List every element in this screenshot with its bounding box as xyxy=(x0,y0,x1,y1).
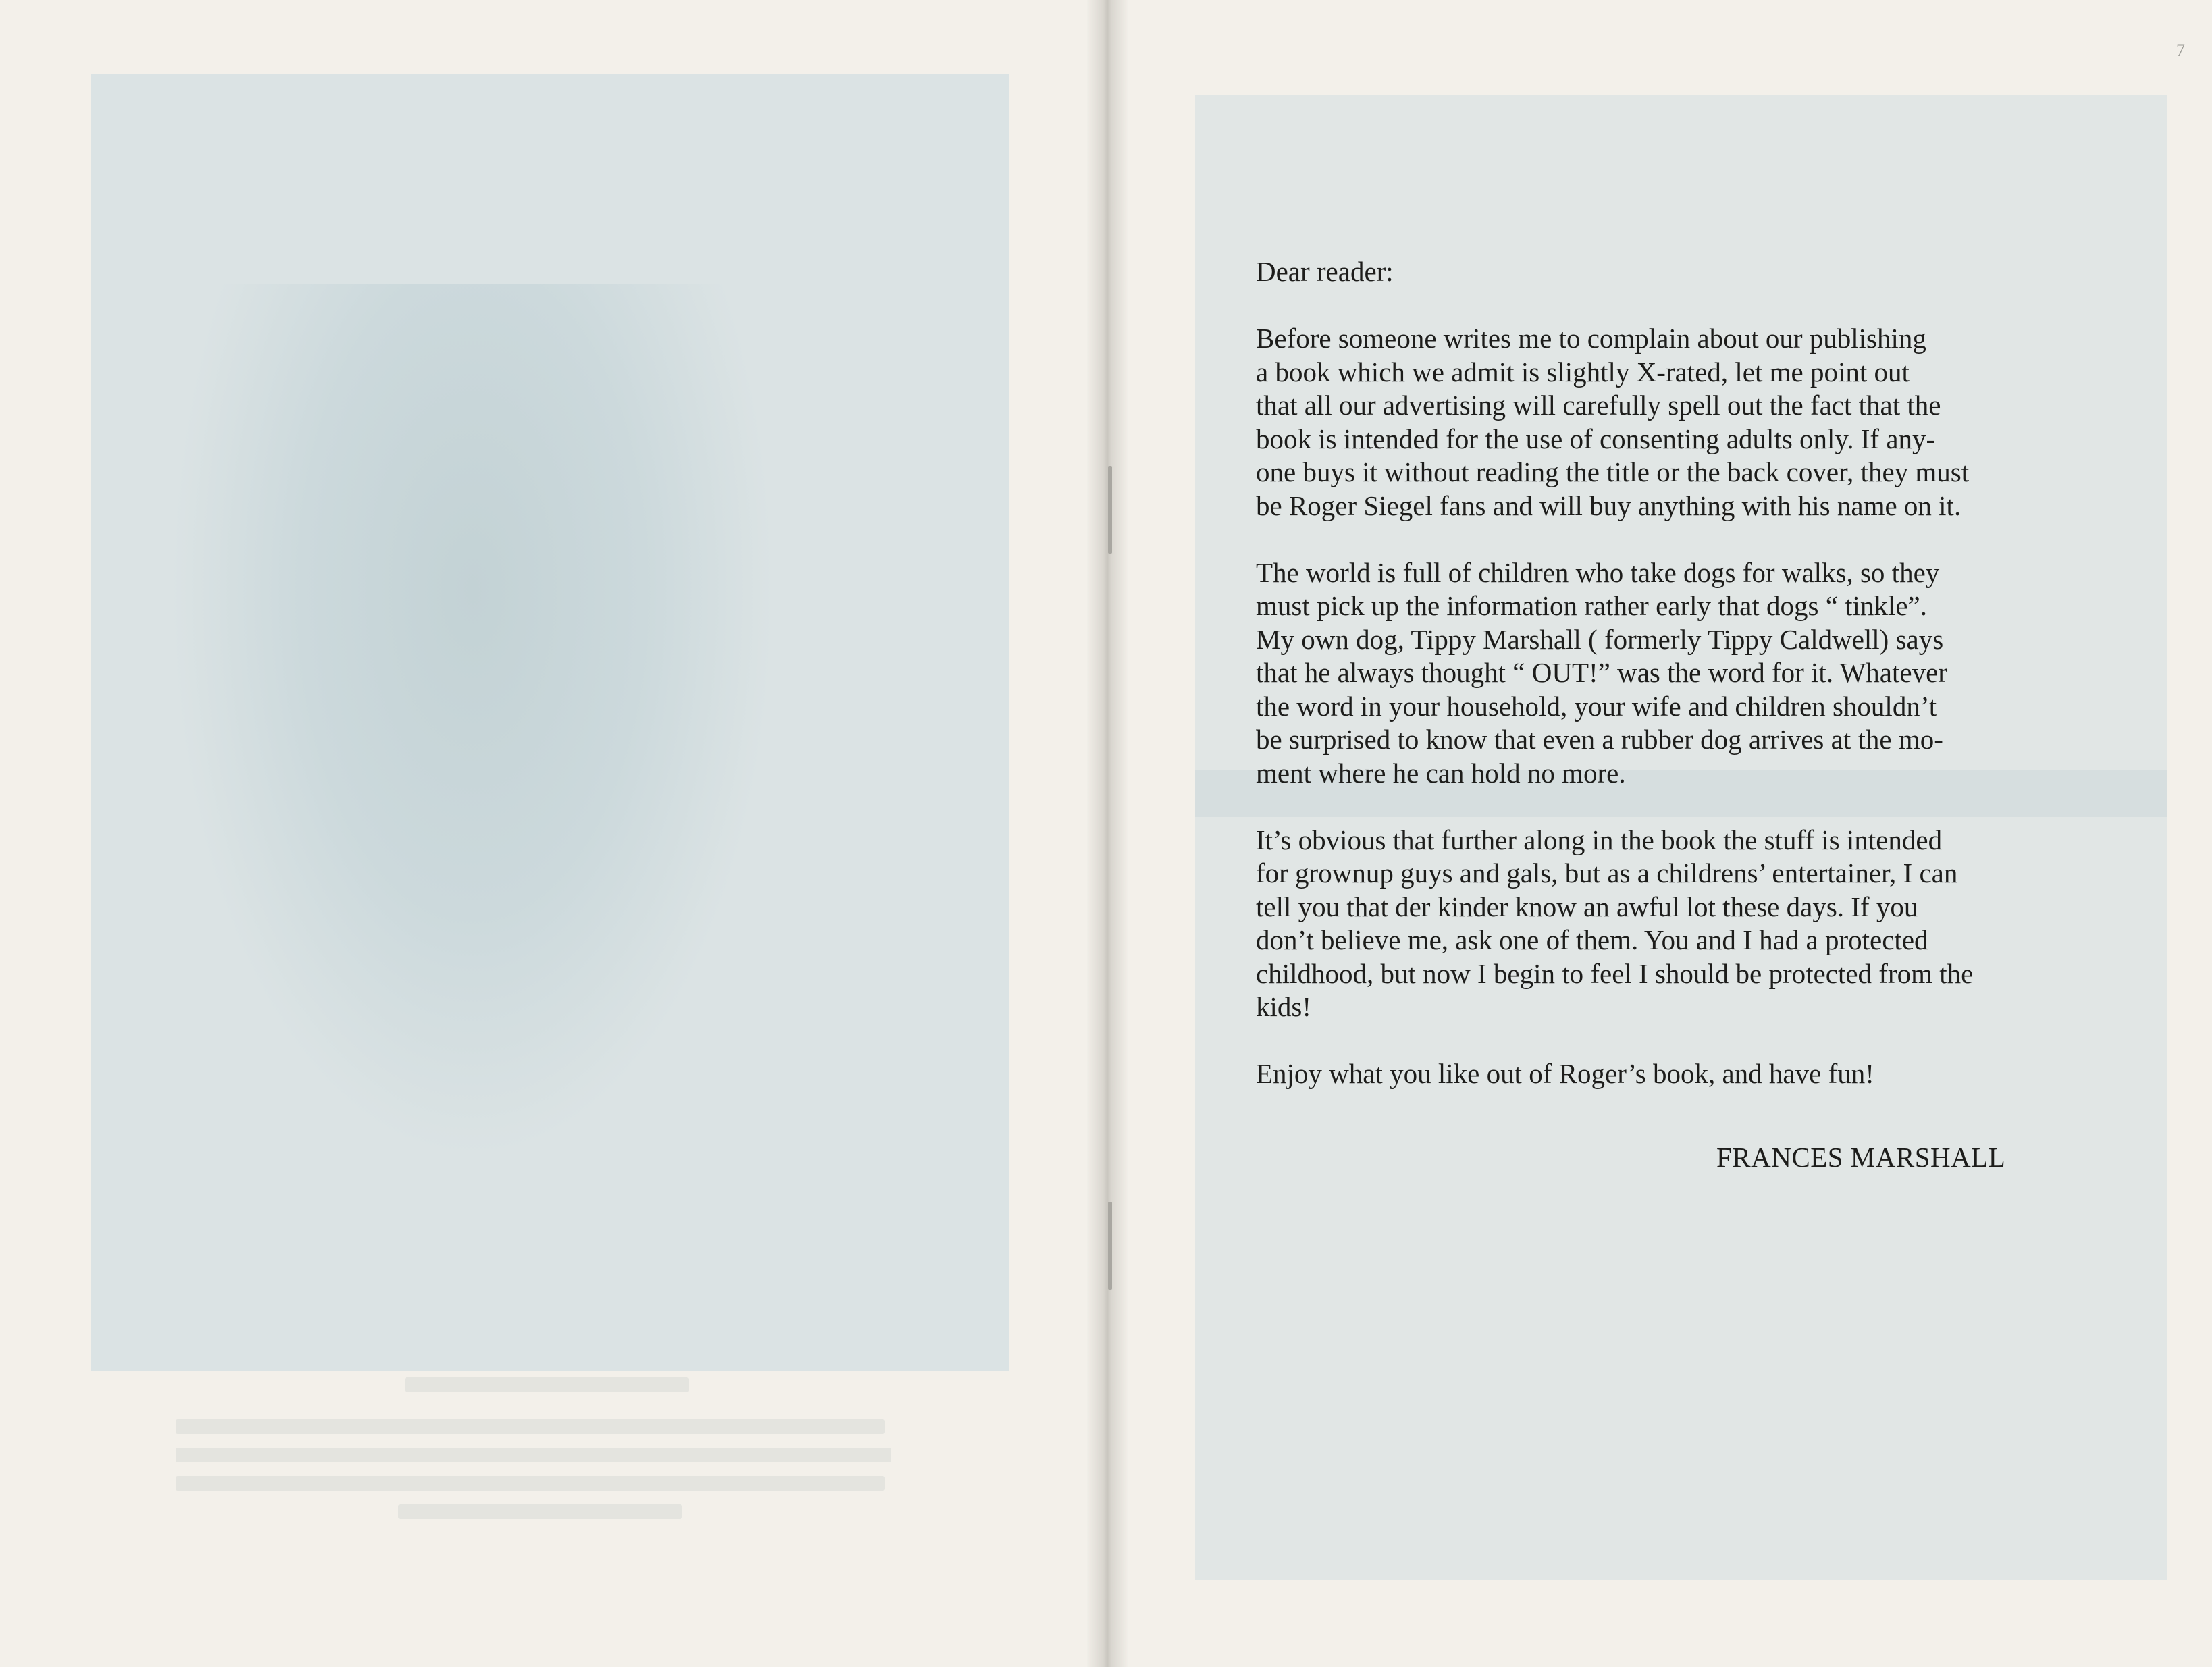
book-gutter xyxy=(1087,0,1128,1667)
letter-salutation: Dear reader: xyxy=(1256,256,1394,287)
letter-line: must pick up the information rather early that dogs “ tinkle”. xyxy=(1256,590,1927,621)
letter-line: that all our advertising will carefully spell out the fact that the xyxy=(1256,390,1941,421)
letter-signature: FRANCES MARSHALL xyxy=(1716,1142,2006,1173)
page-number: 7 xyxy=(2176,41,2185,60)
letter-line: It’s obvious that further along in the book the stuff is intended xyxy=(1256,824,1943,855)
letter-line: book is intended for the use of consenting adults only. If any- xyxy=(1256,423,1936,454)
show-through-figure xyxy=(169,284,776,1161)
letter-paragraph xyxy=(1256,1057,2161,1091)
letter-line: be surprised to know that even a rubber dog arrives at the mo- xyxy=(1256,724,1943,755)
letter-paragraph xyxy=(1256,556,2161,791)
letter-line: the word in your household, your wife and children shouldn’t xyxy=(1256,690,1937,722)
left-page xyxy=(0,0,1102,1667)
letter-line: a book which we admit is slightly X-rated, let me point out xyxy=(1256,356,1910,388)
staple xyxy=(1108,466,1112,554)
show-through-caption xyxy=(176,1377,918,1607)
letter-line: for grownup guys and gals, but as a childrens’ entertainer, I can xyxy=(1256,857,1958,889)
letter-paragraph xyxy=(1256,322,2161,523)
letter-line: kids! xyxy=(1256,991,1311,1022)
letter-line: ment where he can hold no more. xyxy=(1256,757,1626,789)
letter-line: childhood, but now I begin to feel I should be protected from the xyxy=(1256,957,1974,989)
letter-paragraph xyxy=(1256,824,2161,1024)
letter-line: Enjoy what you like out of Roger’s book, and have fun! xyxy=(1256,1058,1874,1089)
letter-line: that he always thought “ OUT!” was the word for it. Whatever xyxy=(1256,657,1947,688)
letter-line: one buys it without reading the title or the back cover, they must xyxy=(1256,456,1970,487)
letter-body xyxy=(1256,255,2161,1124)
letter-line: The world is full of children who take dogs for walks, so they xyxy=(1256,556,1940,588)
staple xyxy=(1108,1202,1112,1290)
right-page xyxy=(1114,0,2212,1667)
letter-line: tell you that der kinder know an awful lot these days. If you xyxy=(1256,891,1918,922)
letter-line: My own dog, Tippy Marshall ( formerly Tippy Caldwell) says xyxy=(1256,623,1944,655)
letter-line: don’t believe me, ask one of them. You and I had a protected xyxy=(1256,924,1928,955)
letter-line: Before someone writes me to complain about our publishing xyxy=(1256,323,1926,354)
letter-line: be Roger Siegel fans and will buy anything with his name on it. xyxy=(1256,489,1961,521)
